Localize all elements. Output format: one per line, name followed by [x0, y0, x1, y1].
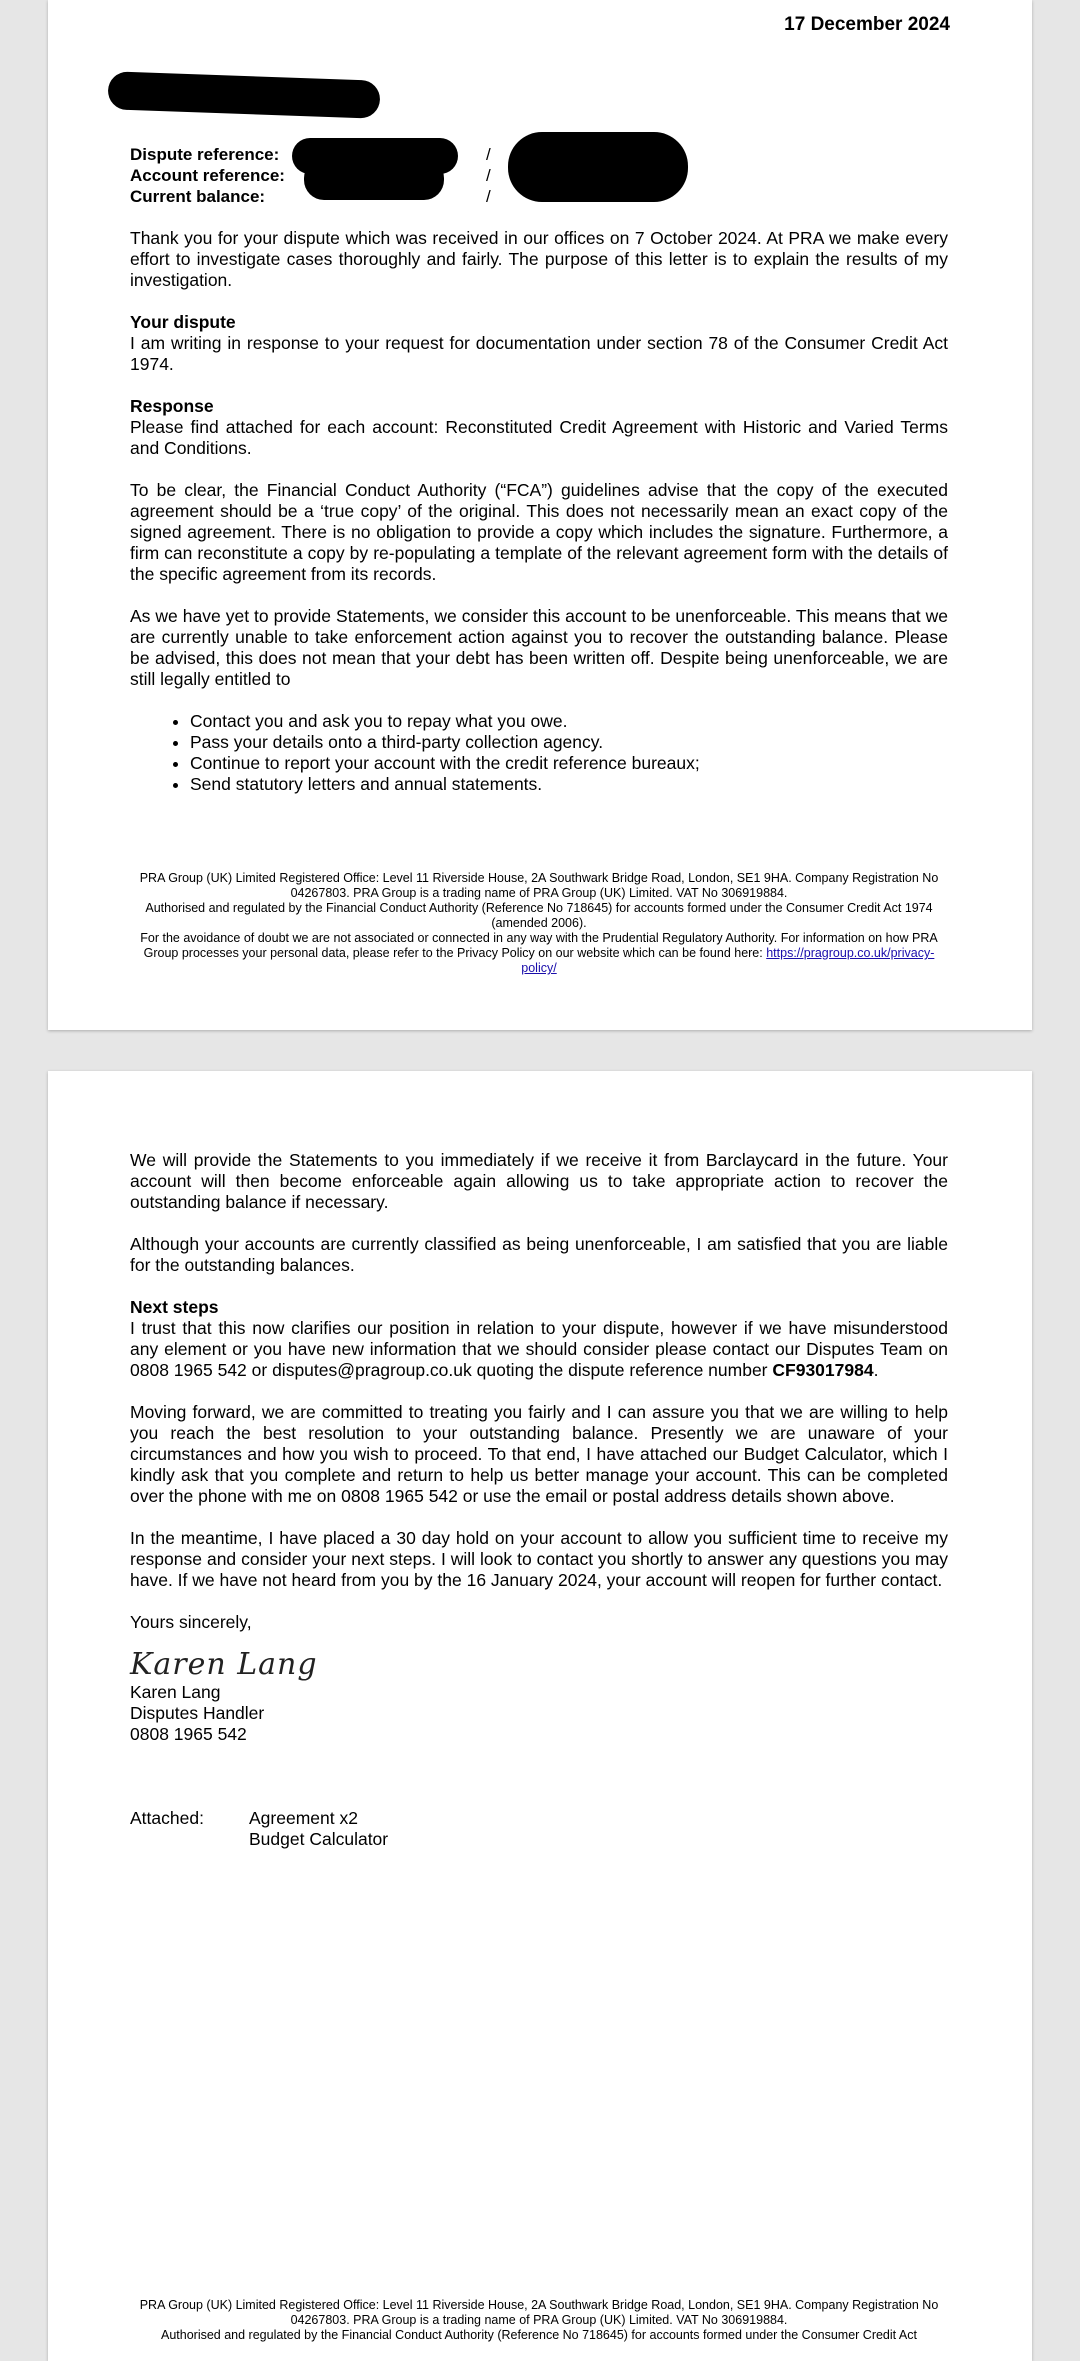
sender-phone: 0808 1965 542 [130, 1724, 247, 1744]
closing: Yours sincerely, [130, 1612, 252, 1632]
footer-registration: PRA Group (UK) Limited Registered Office: Level 11 Riverside House, 2A Southwark Bridge Road, London, SE1 9HA. Company Registration No 04267803. PRA Group is a trading name of PRA Group (UK) Limited. VAT No 306919884. [139, 2298, 939, 2327]
separator: / [486, 187, 491, 206]
attached-item: Budget Calculator [249, 1829, 389, 1849]
provide-statements-paragraph: We will provide the Statements to you immediately if we receive it from Barclaycard in the future. Your account will then become enforceable again allowing us to take appropriate action to recover the outstanding balance if necessary. [130, 1150, 948, 1212]
page-footer [130, 871, 948, 976]
liable-paragraph: Although your accounts are currently classified as being unenforceable, I am satisfied that you are liable for the outstanding balances. [130, 1234, 948, 1275]
attached-label: Attached: [130, 1808, 204, 1828]
period: . [873, 1360, 879, 1380]
list-item: • Pass your details onto a third-party collection agency. [190, 732, 948, 753]
letter-page-1 [48, 0, 1032, 1030]
separator: / [486, 166, 491, 185]
response-text: Please find attached for each account: Reconstituted Credit Agreement with Historic and Varied Terms and Conditions. [130, 417, 948, 458]
next-steps-body: I trust that this now clarifies our position in relation to your dispute, however if we have misunderstood any element or you have new information that we should consider please contact our Disputes Team on 0808 1965 542 or disputes@pragroup.co.uk quoting the dispute reference number [130, 1318, 948, 1380]
list-item: • Contact you and ask you to repay what you owe. [190, 711, 948, 732]
intro-paragraph: Thank you for your dispute which was received in our offices on 7 October 2024. At PRA we make every effort to investigate cases thoroughly and fairly. The purpose of this letter is to explain the results of my investigation. [130, 228, 948, 290]
sender-name: Karen Lang [130, 1682, 221, 1702]
list-item: • Send statutory letters and annual statements. [190, 774, 948, 795]
dispute-reference-label: Dispute reference: [130, 145, 280, 164]
letter-body-page-1 [130, 228, 948, 795]
footer-privacy [130, 931, 948, 976]
handwritten-signature: Karen Lang [130, 1647, 318, 1682]
redacted-account-reference [304, 158, 444, 200]
account-reference-label: Account reference: [130, 166, 285, 185]
your-dispute-text: I am writing in response to your request for documentation under section 78 of the Consumer Credit Act 1974. [130, 333, 948, 374]
reference-block [130, 144, 491, 207]
meantime-paragraph: In the meantime, I have placed a 30 day hold on your account to allow you sufficient time to receive my response and consider your next steps. I will look to contact you shortly to answer any questions you may have. If we have not heard from you by the 16 January 2024, your account will reopen for further contact. [130, 1528, 948, 1590]
redacted-balance [508, 132, 688, 202]
attached-item: Agreement x2 [249, 1808, 358, 1828]
dispute-reference-number: CF93017984 [772, 1360, 874, 1380]
response-heading: Response [130, 396, 214, 416]
sender-title: Disputes Handler [130, 1703, 265, 1723]
list-item: • Continue to report your account with the credit reference bureaux; [190, 753, 948, 774]
footer-privacy-text: For the avoidance of doubt we are not associated or connected in any way with the Prudential Regulatory Authority. For information on how PRA Group processes your personal data, please refer to the Privacy Policy on our website which can be found here: [140, 931, 938, 960]
redacted-name [107, 71, 380, 118]
footer-registration: PRA Group (UK) Limited Registered Office: Level 11 Riverside House, 2A Southwark Bridge Road, London, SE1 9HA. Company Registration No 04267803. PRA Group is a trading name of PRA Group (UK) Limited. VAT No 306919884. [139, 871, 939, 900]
moving-forward-paragraph: Moving forward, we are committed to treating you fairly and I can assure you that we are willing to help you reach the best resolution to your outstanding balance. Presently we are unaware of your circumstances and how you wish to proceed. To that end, I have attached our Budget Calculator, which I kindly ask that you complete and return to help us better manage your account. This can be completed over the phone with me on 0808 1965 542 or use the email or postal address details shown above. [130, 1402, 948, 1506]
letter-body-page-2 [130, 1150, 948, 1850]
attachments [130, 1808, 948, 1850]
next-steps-heading: Next steps [130, 1297, 219, 1317]
current-balance-label: Current balance: [130, 187, 266, 206]
fca-paragraph: To be clear, the Financial Conduct Authority (“FCA”) guidelines advise that the copy of the executed agreement should be a ‘true copy’ of the original. This does not necessarily mean an exact copy of the signed agreement. There is no obligation to provide a copy which includes the signature. Furthermore, a firm can reconstitute a copy by re-populating a template of the relevant agreement form with the details of the specific agreement from its records. [130, 480, 948, 584]
page-footer-2 [130, 2298, 948, 2343]
footer-authorisation: Authorised and regulated by the Financial Conduct Authority (Reference No 718645) for accounts formed under the Consumer Credit Act [161, 2328, 917, 2342]
letter-date: 17 December 2024 [784, 14, 950, 35]
statements-paragraph: As we have yet to provide Statements, we consider this account to be unenforceable. This means that we are currently unable to take enforcement action against you to recover the outstanding balance. Please be advised, this does not mean that your debt has been written off. Despite being unenforceable, we are still legally entitled to [130, 606, 948, 689]
next-steps-text [130, 1318, 948, 1381]
entitlements-list [130, 711, 948, 795]
your-dispute-heading: Your dispute [130, 312, 236, 332]
footer-authorisation: Authorised and regulated by the Financial Conduct Authority (Reference No 718645) for accounts formed under the Consumer Credit Act 1974 (amended 2006). [145, 901, 933, 930]
letter-page-2 [48, 1071, 1032, 2361]
privacy-policy-link[interactable]: https://pragroup.co.uk/privacy-policy/ [521, 946, 935, 975]
separator: / [486, 145, 491, 164]
